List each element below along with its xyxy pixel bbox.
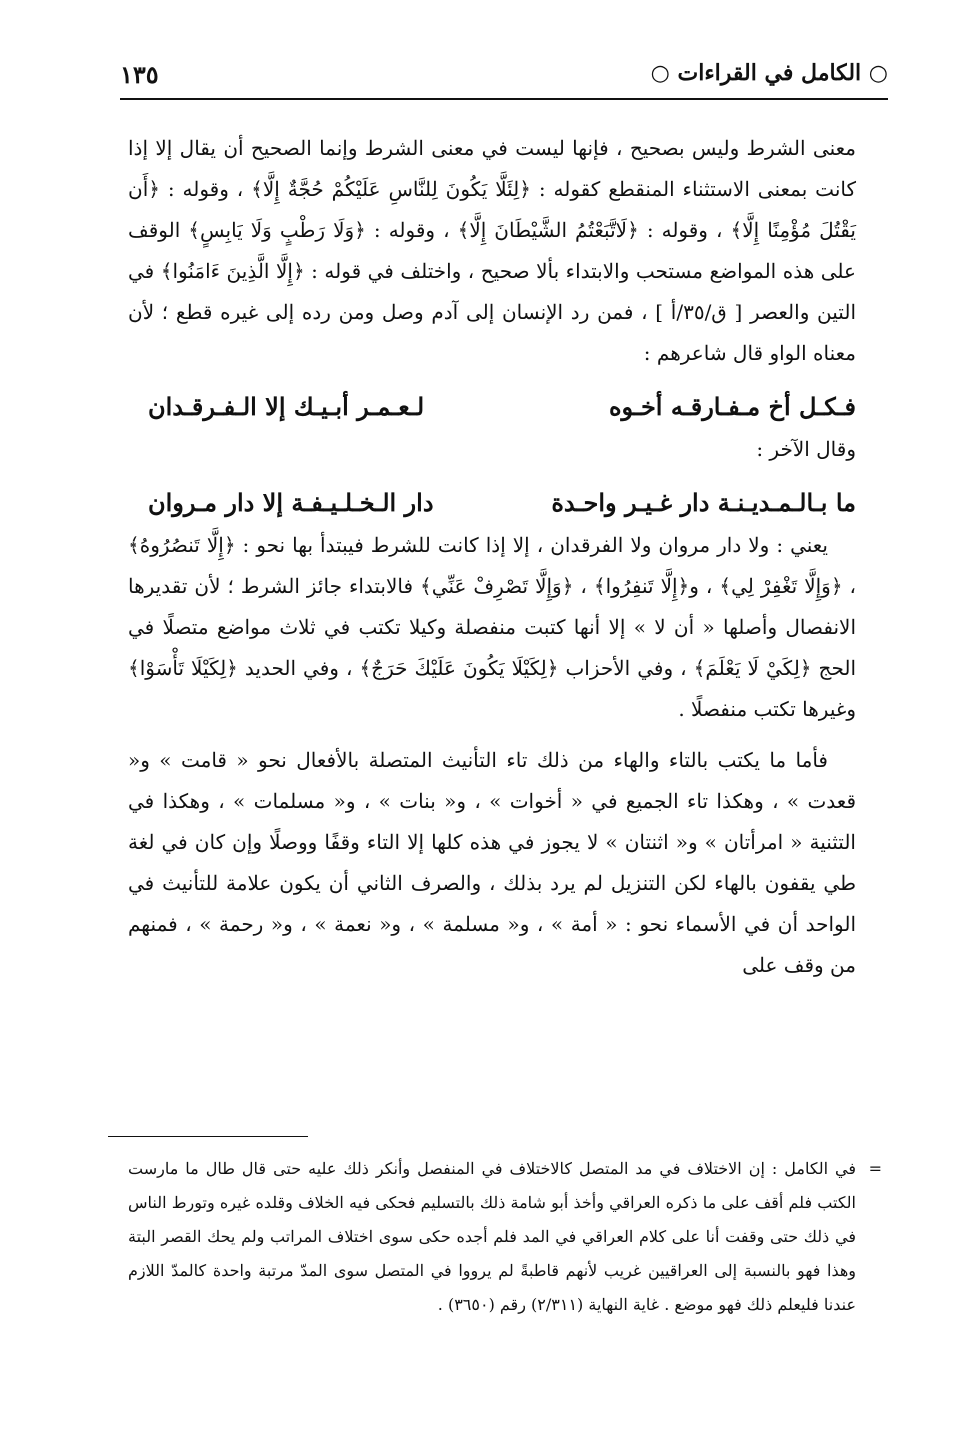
verse-hemistich-right: فـكـل أخ مـفـارقـه أخـوه [608,392,856,421]
paragraph: معنى الشرط وليس بصحيح ، فإنها ليست في معنى الشرط وإنما الصحيح أن يقال إلا إذا كانت بمعنى الاستثناء المنقطع كقوله : ﴿لِئَلَّا يَكُونَ لِلنَّاسِ عَلَيْكُمْ حُجَّةٌ إِلَّا﴾ ، وقوله : ﴿أَن يَقْتُلَ مُؤْمِنًا إِلَّا﴾ ، وقوله : ﴿لَاتَّبَعْتُمُ الشَّيْطَانَ إِلَّا﴾ ، وقوله : ﴿وَلَا رَطْبٍ وَلَا يَابِسٍ﴾ الوقف على هذه المواضع مستحب والابتداء بألا صحيح ، واختلف في قوله : ﴿إِلَّا الَّذِينَ ءَامَنُوا﴾ في التين والعصر [ ق/٣٥/أ ] ، فمن رد الإنسان إلى آدم وصل ومن رده إلى غيره قطع ؛ لأن معناه الواو قال شاعرهم : [128,136,856,365]
main-text [128,128,856,986]
page-number: ١٣٥ [120,60,159,89]
verse-hemistich-left: لـعـمـر أبـيـك إلا الـفـرقـدان [148,392,425,421]
verse-line [128,386,856,427]
paragraph: وقال الآخر : [756,437,856,461]
paragraph: فأما ما يكتب بالتاء والهاء من ذلك تاء التأنيث المتصلة بالأفعال نحو « قامت » و« قعدت » ، وهكذا تاء الجميع في « أخوات » ، و« بنات » ، و« مسلمات » ، وهكذا في التثنية « امرأتان » و« اثنتان » لا يجوز في هذه كلها إلا التاء وقفًا ووصلًا وإن كان في لغة طي يقفون بالهاء لكن التنزيل لم يرد بذلك ، والصرف الثاني أن يكون علامة للتأنيث في الواحد أن في الأسماء نحو : « أمة » ، و« مسلمة » ، و« نعمة » ، و« رحمة » ، فمنهم من وقف على [128,748,856,977]
footnote-continuation-marker: = [868,1159,882,1178]
verse-line [128,482,856,523]
verse-hemistich-left: دار الـخـلـيـفـة إلا دار مـروان [148,488,434,517]
header-rule [120,98,888,100]
footnote-text: في الكامل : إن الاختلاف في مد المتصل كالاختلاف في المنفصل وأنكر ذلك عليه حتى قال طال ما مارست الكتب فلم أقف على ما ذكره العراقي وأخذ أبو شامة ذلك بالتسليم فحكى فيه الخلاف وقلده غيره وتورط الناس في ذلك حتى وقفت أنا على كلام العراقي في المد فلم أجده حكى سوى اختلاف المراتب ولم يحك القصر البتة وهذا فهو بالنسبة إلى العراقيين غريب لأنهم قاطبةً لم يرووا في المتصل سوى المدّ مرتبة واحدة كالمدّ اللازم عندنا فليعلم ذلك فهو موضع . غاية النهاية (٢/٣١١) رقم (٣٦٥٠) . [128,1159,856,1314]
footnote-rule [108,1136,308,1137]
verse-hemistich-right: ما بـالـمـديـنـة دار غـيـر واحـدة [551,488,856,517]
page-header [120,60,888,98]
footnotes [128,1152,882,1322]
paragraph: يعني : ولا دار مروان ولا الفرقدان ، إلا إذا كانت للشرط فيبتدأ بها نحو : ﴿إِلَّا تَنصُرُوهُ﴾ ، ﴿وَإِلَّا تَغْفِرْ لِي﴾ ، و﴿إِلَّا تَنفِرُوا﴾ ، ﴿وَإِلَّا تَصْرِفْ عَنِّي﴾ فالابتداء جائز الشرط ؛ لأن تقديرها الانفصال وأصلها « أن لا » إلا أنها كتبت منفصلة وكيلا تكتب في ثلاث مواضع متصلًا في الحج ﴿لِكَيْ لَا يَعْلَمَ﴾ ، وفي الأحزاب ﴿لِكَيْلَا يَكُونَ عَلَيْكَ حَرَجٌ﴾ ، وفي الحديد ﴿لِكَيْلَا تَأْسَوْا﴾ وغيرها تكتب منفصلًا . [128,533,857,721]
running-title: ○ الكامل في القراءات ○ [650,60,888,86]
